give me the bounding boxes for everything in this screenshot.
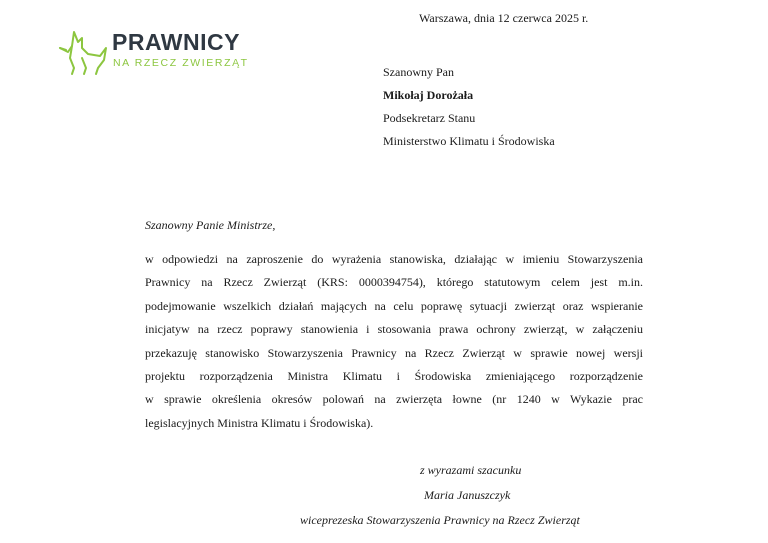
salutation: Szanowny Panie Ministrze, xyxy=(145,218,276,232)
closing-regards: z wyrazami szacunku xyxy=(420,463,522,477)
body-line: Prawnicy na Rzecz Zwierząt (KRS: 0000394754), którego statutowym celem jest m.in. xyxy=(145,275,643,290)
body-line: w odpowiedzi na zaproszenie do wyrażenia stanowiska, działając w imieniu Stowarzyszenia xyxy=(145,252,643,266)
recipient-block xyxy=(383,61,555,153)
signer-name: Maria Januszczyk xyxy=(424,488,511,502)
fox-silhouette-icon xyxy=(56,28,110,76)
logo-subtitle: NA RZECZ ZWIERZĄT xyxy=(113,57,249,69)
closing-block xyxy=(300,458,610,533)
body-line: przekazuję stanowisko Stowarzyszenia Prawnicy na Rzecz Zwierząt w sprawie nowej wersji xyxy=(145,345,643,360)
body-line: podejmowanie wszelkich działań mających na celu poprawę sytuacji zwierząt oraz wspieranie xyxy=(145,298,643,313)
recipient-name: Mikołaj Dorożała xyxy=(383,88,474,102)
body-line: w sprawie określenia okresów polowań na zwierzęta łowne (nr 1240 w Wykazie prac xyxy=(145,392,643,407)
organization-logo xyxy=(56,28,276,78)
recipient-ministry: Ministerstwo Klimatu i Środowiska xyxy=(383,134,555,148)
body-line: legislacyjnych Ministra Klimatu i Środowiska). xyxy=(145,415,374,430)
signer-title: wiceprezeska Stowarzyszenia Prawnicy na Rzecz Zwierząt xyxy=(300,513,580,527)
body-line: projektu rozporządzenia Ministra Klimatu i Środowiska zmieniającego rozporządzenie xyxy=(145,368,643,383)
body-line: inicjatyw na rzecz poprawy stanowienia i stosowania prawa ochrony zwierząt, w załączeniu xyxy=(145,322,643,337)
letter-body xyxy=(145,248,643,435)
recipient-greeting: Szanowny Pan xyxy=(383,65,454,79)
letter-date: Warszawa, dnia 12 czerwca 2025 r. xyxy=(419,11,589,25)
recipient-position: Podsekretarz Stanu xyxy=(383,111,476,125)
logo-name: PRAWNICY xyxy=(112,29,240,55)
